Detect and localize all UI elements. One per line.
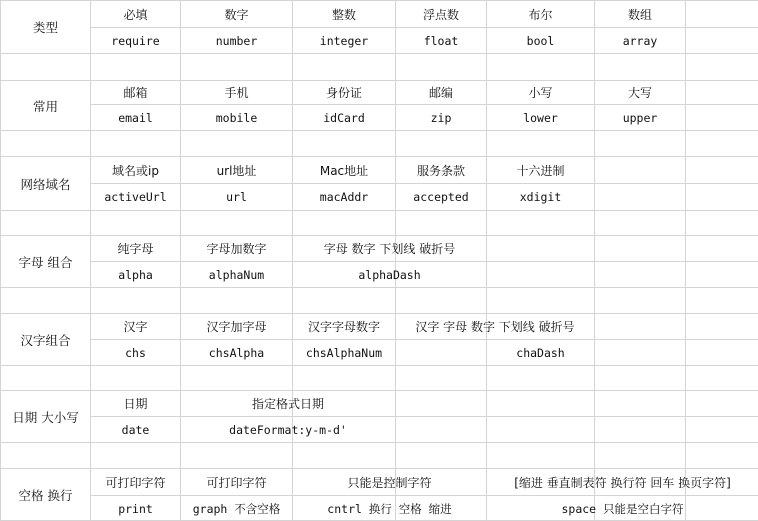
rule-name-cell: 汉字加字母 bbox=[206, 320, 267, 334]
rule-key-cell: email bbox=[118, 110, 153, 125]
rule-key-cell: require bbox=[111, 33, 160, 48]
rule-key-cell: zip bbox=[430, 110, 452, 125]
grid-line-horizontal bbox=[0, 210, 758, 211]
rule-name-cell: 可打印字符 bbox=[206, 475, 267, 490]
rule-key-cell: idCard bbox=[323, 110, 365, 125]
rule-key-cell: chsAlpha bbox=[208, 345, 265, 360]
rule-key-cell: chaDash bbox=[516, 345, 565, 360]
rule-name-cell: url地址 bbox=[216, 163, 257, 178]
rule-key-cell: alphaNum bbox=[208, 267, 265, 282]
rule-key-cell: xdigit bbox=[519, 190, 562, 204]
rule-name-cell: 大写 bbox=[627, 86, 652, 100]
rule-key-cell: print bbox=[118, 501, 153, 516]
rule-name-cell: 字母 数字 下划线 破折号 bbox=[323, 242, 456, 256]
category-label: 空格 换行 bbox=[18, 488, 73, 503]
rule-key-cell: mobile bbox=[215, 110, 258, 125]
rule-key-cell: cntrl 换行 空格 缩进 bbox=[327, 501, 452, 516]
rule-key-cell: activeUrl bbox=[104, 190, 167, 204]
rule-name-cell: 日期 bbox=[123, 397, 148, 411]
rule-name-cell: 纯字母 bbox=[117, 242, 154, 256]
rule-name-cell: 汉字字母数字 bbox=[307, 320, 380, 334]
rule-key-cell: space 只能是空白字符 bbox=[561, 501, 684, 516]
rule-key-cell: bool bbox=[526, 33, 555, 48]
rule-name-cell: 邮编 bbox=[428, 86, 453, 100]
rule-name-cell: 小写 bbox=[528, 86, 553, 100]
rule-key-cell: dateFormat:y-m-d' bbox=[229, 422, 347, 437]
rule-name-cell: 整数 bbox=[331, 7, 356, 22]
rule-name-cell: 字母加数字 bbox=[206, 242, 267, 256]
rule-key-cell: number bbox=[215, 33, 258, 48]
rule-key-cell: url bbox=[226, 190, 247, 204]
grid-line-horizontal bbox=[0, 53, 758, 54]
rule-name-cell: 十六进制 bbox=[516, 163, 565, 178]
rule-name-cell: 手机 bbox=[224, 86, 249, 100]
rule-name-cell: 只能是控制字符 bbox=[347, 475, 432, 490]
rule-name-cell: 布尔 bbox=[528, 7, 553, 22]
rule-name-cell: 汉字 字母 数字 下划线 破折号 bbox=[415, 320, 575, 334]
grid-line-horizontal bbox=[0, 130, 758, 131]
rule-key-cell: float bbox=[423, 33, 459, 48]
grid-line-horizontal bbox=[0, 287, 758, 288]
grid-line-horizontal bbox=[0, 365, 758, 366]
rule-name-cell: 浮点数 bbox=[422, 7, 459, 22]
category-label: 网络域名 bbox=[20, 176, 71, 192]
rule-name-cell: 指定格式日期 bbox=[251, 397, 324, 411]
category-label: 汉字组合 bbox=[20, 332, 71, 348]
rule-key-cell: macAddr bbox=[319, 190, 369, 204]
rule-name-cell: 域名或ip bbox=[112, 163, 159, 178]
rule-name-cell: 数组 bbox=[627, 7, 652, 22]
rule-name-cell: 邮箱 bbox=[123, 86, 148, 100]
rule-key-cell: chsAlphaNum bbox=[305, 345, 383, 360]
category-label: 日期 大小写 bbox=[12, 409, 79, 425]
rule-name-cell: 必填 bbox=[123, 7, 148, 22]
rule-key-cell: accepted bbox=[413, 190, 469, 204]
category-label: 常用 bbox=[32, 98, 58, 114]
rule-key-cell: graph 不含空格 bbox=[192, 501, 281, 516]
rule-name-cell: 数字 bbox=[224, 7, 249, 22]
category-label: 字母 组合 bbox=[18, 254, 73, 270]
rule-name-cell: 身份证 bbox=[325, 86, 362, 100]
rule-name-cell: [缩进 垂直制表符 换行符 回车 换页字符] bbox=[514, 475, 731, 490]
rule-key-cell: upper bbox=[622, 110, 658, 125]
rule-key-cell: array bbox=[622, 33, 658, 48]
category-label: 类型 bbox=[32, 20, 58, 35]
rule-key-cell: lower bbox=[523, 110, 558, 125]
rule-name-cell: 汉字 bbox=[123, 320, 148, 334]
rule-key-cell: alpha bbox=[118, 267, 153, 282]
rule-key-cell: alphaDash bbox=[358, 267, 421, 282]
rule-name-cell: 可打印字符 bbox=[105, 475, 166, 490]
rule-key-cell: integer bbox=[319, 33, 369, 48]
rule-name-cell: 服务条款 bbox=[416, 163, 465, 178]
rule-key-cell: date bbox=[121, 422, 150, 437]
rule-key-cell: chs bbox=[125, 345, 146, 360]
grid-line-horizontal bbox=[0, 442, 758, 443]
rule-name-cell: Mac地址 bbox=[319, 163, 369, 178]
